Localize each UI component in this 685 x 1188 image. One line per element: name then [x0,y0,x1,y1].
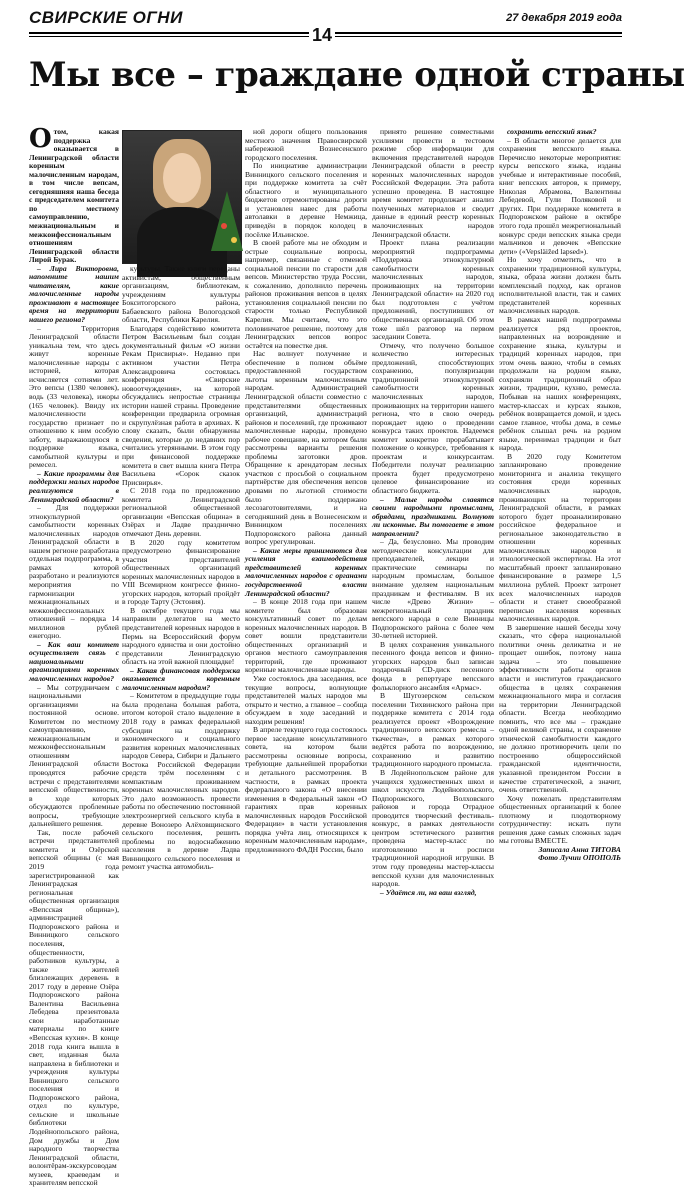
interview-question: – Лира Викторовна, напомните нашим читателям, какие малочисленные народы проживают в настоящее время на территории нашего региона? [29,263,119,325]
paragraph: В своей работе мы не обходим и острые социальные вопросы, например, связанные с отменой социальной пенсии по старости для вепсов. Министерство труда России, к сожалению, дополнило перечень районов проживания вепсов в целях установления социальной пенсии по старости только Республикой Карелия. Мы считаем, что это половинчатое решение, поэтому для Ленинградских вепсов вопрос остаётся на повестке дня. [245,238,367,350]
page-number: 14 [309,24,335,46]
paragraph: ной дороги общего пользования местного значения Правосвирской набережной Вознесенского городского поселения. [245,127,367,162]
interview-question: сохранить вепсский язык? [507,127,597,136]
byline: Записала Анна ТИТОВА [538,844,621,854]
paragraph: принято решение совместными усилиями провести в тестовом режиме сбор информации для включения представителей народов Ленинградской области в реестр коренных малочисленных народов Российской Федерации. Эта работа успешно проведена. В настоящее время комитет продолжает анализ полученных материалов и сводит данные в единый реестр коренных малочисленных народов Ленинградской области. [372,127,494,239]
paragraph: Но хочу отметить, что в сохранении традиционной культуры, языка, образа жизни должен быть комплексный подход, как органов исполнительной власти, так и самих представителей коренных малочисленных народов. [499,255,621,316]
paragraph: В 2020 году комитетом предусмотрено финансирование участия представителей общественных организаций коренных малочисленных народов в VIII Всемирном конгрессе финно-угорских народов, который пройдёт в городе Тарту (Эстония). [122,537,240,607]
paragraph: Хочу пожелать представителям общественных организаций к более плотному и плодотворному сотрудничеству: искать пути решения даже самых сложных задач мы готовы ВМЕСТЕ. [499,793,621,846]
article-column-1 [29,124,119,1188]
paragraph: культуры. Также книги переданы активистам, общественным организациям, библиотекам, учреждениям культуры Бокситогорского района, Бабаевского района Вологодской области, Республики Карелия. [122,264,240,325]
christmas-tree-icon [211,191,243,251]
paragraph: В 2020 году Комитетом запланировано проведение мониторинга и анализа текущего состояния среди коренных малочисленных народов, проживающих на территории Ленинградской области, в рамках которого будет проанализировано российское федеральное и региональное законодательство в отношении коренных малочисленных народов и этнологической экспертизы. На этот масштабный проект запланировано финансирование в размере 1,5 миллиона рублей. Проект затронет всех малочисленных народов области и станет своеобразной переписью населения коренных малочисленных народов. [499,451,621,624]
paragraph: – Да, безусловно. Мы проводим методические консультации для преподавателей, лекции и практические семинары по народным промыслам, большое внимание уделяем национальным праздникам и фестивалям. В их числе «Древо Жизни» – межрегиональный праздник вепсского народа в селе Винницы Подпорожского района с более чем 30-летней историей. [372,537,494,641]
paragraph: – В области многое делается для сохранения вепсского языка. Перечислю некоторые мероприятия: курсы вепсского языка, изданы учебные и интерактивные пособий, книг вепсских авторов, к примеру, Николая Абрамова, Валентины Лебедевой, Гули Поляковой и других. При поддержке комитета в Подпорожском районе в октябре этого года прошёл межрегиональный конкурс среди вепсских языка среди мальчиков и девочек «Вепсские дети» («Vepsläižed lapsed»). [499,135,621,256]
interview-question: – Как ваш комитет осуществляет связь с национальными организациями коренных малочисленных народов? [29,639,119,683]
lead-paragraph: том, какая поддержка оказывается в Ленинградской области коренным малочисленным народам, в том числе вепсам, сегодняшняя наша беседа с председателем комитета по местному самоуправлению, межнациональным и межконфессиональным отношениям Ленинградской области Лирой Бурак. [29,127,119,265]
paragraph: В Шугозерском сельском поселении Тихвинского района при поддержке комитета с 2014 года реализуется проект «Возрождение традиционного вепсского ремесла – ткачества», в рамках которого ведётся работа по возрождению, сохранению и развитию традиционного народного промысла. [372,691,494,769]
paragraph: Отмечу, что получено большое количество интересных предложений, способствующих сохранению, популяризации традиционной этнокультурной самобытности коренных малочисленных народов, проживающих на территории нашего региона, что в свою очередь порождает идею о проведении конкурса таких проектов. Надеемся комитет конкретно прорабатывает положение о конкурсе, требования к проектам и конкурсантам. Победители получат реализацию проекта будет предусмотрено целевое финансирование из областного бюджета. [372,340,494,495]
article-column-3 [245,128,367,870]
paragraph: Благодаря содействию комитета Петром Васильевым был создан документальный фильм «О жизни Рекам Присвирья». Недавно при активном участии Петра Александровича состоялась конференция «Свирские новоотчуждения», на которой обсуждались непростые страницы истории нашей страны. Проведение конференции предварила огромная и скрупулёзная работа в архивах. К слову сказать, были обнаружены сведения, которые до недавних пор считались утерянными. В этом году при финансовой поддержке комитета в свет вышла книга Петра Васильева «Сорок сказок Присвирья». [122,323,240,487]
dropcap: О [29,124,52,154]
paragraph: В рамках нашей подпрограммы реализуется ряд проектов, направленных на возрождение и сохранение языка, культуры и традиций коренных народов, при этом очень важно, чтобы в семьях продолжали на родном языке, сохраняли традиционный образ жизни, традиции, кухню, ремесла. Побывав на наших конференциях, мастер-классах и курсах языков, ребёнок возвращается домой, и здесь самое главное, чтобы дома, в семье ребёнок слышал речь на родном языке, перенимал традиции и быт народа. [499,315,621,453]
paragraph: Так, после рабочей встречи представителей комитета и Озёрской вепсской общины (с мая 2019 года зарегистрированной как Ленинградская региональная общественная организация «Вепсская община»), администрацией Подпорожского района и Винницкого сельского поселения, общественности, работников культуры, а также жителей близлежащих деревень в 2017 году в деревне Озёра Подпорожского района Валентина Васильевна Лебедева презентовала свои наработанные материалы по книге «Вепсская кухня». В конце 2018 года книга вышла в свет, изданная была направлена в библиотеки и учреждения культуры Винницкого сельского поселения и Подпорожского района, отдел по культуре, сельские и школьные библиотеки Лодейнопольского района, Дом дружбы и Дом народного творчества Ленинградской области, волонтёрам-экскурсоводам музеев, краеведам и хранителям вепсской [29,827,119,1188]
article-column-2 [122,265,240,870]
paragraph: – Комитетом в предыдущие годы была проделана большая работа, итогом которой стало выделение в 2018 году в рамках федеральной субсидии на поддержку экономического и социального развития коренных малочисленных народов Севера, Сибири и Дальнего Востока Российской Федерации средств трём поселениям с компактным проживанием коренных малочисленных народов. Это дало возможность провести работы по обеспечению постоянной электроэнергией сельского клуба в деревне Вонозеро Алёховщинского сельского поселения, решить проблемы по водоснабжению населения в деревне Ладва Винницкого сельского поселения и ремонт участка автомобиль- [122,691,240,872]
byline: Фото Лучии ОПОПОЛЬ [538,853,621,863]
issue-date: 27 декабря 2019 года [506,12,622,24]
interview-question: – Какая финансовая поддержка оказывается коренным малочисленным народам? [122,665,240,692]
interview-question: – Какие меры принимаются для усиления взаимодействия представителей коренных малочисленных народов с органами государственной власти Ленинградской области? [245,545,367,598]
paragraph: – Территория Ленинградской области уникальна тем, что здесь живут коренные малочисленные народы с историей, которая исчисляется сотнями лет. Это вепсы (1380 человек), водь (33 человека), ижоры (165 человек). Ввиду их малочисленности государство признает по отношению к ним особую заботу, выражающуюся в поддержке языка, самобытной культуры и ремесел. [29,323,119,470]
publication-name: СВИРСКИЕ ОГНИ [29,8,183,27]
paragraph: Проект плана реализации мероприятий подпрограммы «Поддержка этнокультурной самобытности коренных малочисленных народов, проживающих на территории Ленинградской области» на 2020 год был подготовлен с учётом предложений, поступивших от общественных организаций. Об этом тоже шёл разговор на первом заседании Совета. [372,238,494,342]
paragraph: В Лодейнопольском районе для учащихся художественных школ и школ искусств Лодейнопольского, Подпорожского, Волховского районов и города Отрадное проводится творческий фестиваль-конкурс, в рамках деятельности центром эстетического развития проведена мастер-класс по изготовлению и росписи традиционной народной игрушки. В этом году проведены мастер-классы вепсской кухни для малочисленных народов. [372,768,494,889]
paragraph: Нас волнует получение и обеспечение в полном объёме предоставленной государством льготы коренным малочисленным народам. Администрацией Ленинградской области совместно с представителями общественных организаций, администраций районов и поселений, где проживают малочисленные народы, проведено рабочее совещание, на котором были рассмотрены варианты решения проблемы заготовки дров. Обращение к арендаторам лесных участков с просьбой о социальном партнёрстве для обеспечения вепсов дровами по льготной стоимости было поддержано лесозаготовителями, и на сегодняшний день в Вознесенском и Винницком поселениях Подпорожского района данный вопрос урегулирован. [245,349,367,547]
paragraph: По инициативе администрации Винницкого сельского поселения и при поддержке комитета за счёт областного и муниципального бюджетов отремонтированы дороги и установлен навес для работы автолавки в деревне Немжица, приведён в порядок колодец в посёлке Ильинское. [245,161,367,239]
interview-question: – Удаётся ли, на ваш взгляд, [380,887,477,897]
paragraph: В апреле текущего года состоялось первое заседание консультативного совета, на котором были рассмотрены основные вопросы, требующие дальнейшей проработки и детального рассмотрения. В частности, в рамках проекта федерального закона «О внесении изменения в Федеральный закон «О гарантиях прав коренных малочисленных народов Российской Федерации» в части установления порядка учёта лиц, относящихся к коренным малочисленным народам», предложенного ФАДН России, было [245,725,367,854]
article-column-5 [499,128,621,870]
paragraph: В завершение нашей беседы хочу сказать, что сфера национальной политики очень деликатна и не прощает ошибок, поэтому наша задача – это повышение эффективности работы органов власти и институтов гражданского общества в целях сохранения межнационального мира и согласия на территории Ленинградской области. Всегда необходимо помнить, что все мы – граждане одной великой страны, и сохранение этнической самобытности каждого не должно противоречить цели по построению общероссийской гражданской идентичности, указанной президентом России в качестве стратегической, а значит, очень ответственной. [499,622,621,795]
interview-question: – Малые народы славятся своими народными промыслами, обрядами, праздниками. Волнуют ли исконные. Вы помогаете в этом направлении? [372,494,494,538]
paragraph: – Мы сотрудничаем с национальными организациями на постоянной основе. Комитетом по местному самоуправлению, межнациональным и межконфессиональным отношениям Ленинградской области проводятся рабочие встречи с представителями вепсской общественности, в ходе которых обсуждаются проблемные вопросы, требующие дальнейшего решения. [29,682,119,829]
paragraph: – Для поддержки этнокультурной самобытности коренных малочисленных народов Ленинградской области в нашем регионе разработана отдельная подпрограмма, в рамках которой разработано и реализуются мероприятия по гармонизации межнациональных и межконфессиональных отношений – порядка 14 миллионов рублей ежегодно. [29,503,119,641]
paragraph: В октябре текущего года мы направили делегатов на место представителей коренных народов в Пермь на Всероссийский форум народного единства и они достойно представили Ленинградскую область на этой важной площадке! [122,605,240,667]
paragraph: В целях сохранения уникального песенного фонда вепсов и финно-угорских народов был записан подарочный CD-диск песенного фонда в репертуаре вепсского фольклорного ансамбля «Армас». [372,639,494,692]
interview-question: – Какие программы для поддержки малых народов реализуются в Ленинградской области? [29,468,119,504]
paragraph: С 2018 года по предложению комитета Ленинградской региональной общественной организации «Вепсская община» в Озёрах и Ладве празднично отмечают День деревни. [122,486,240,538]
paragraph: Уже состоялось два заседания, все текущие вопросы, волнующие представителей малых народов мы открыто и честно, а главное – сообща обсуждаем в ходе заседаний и находим решения! [245,674,367,726]
portrait-photo [122,130,242,264]
article-column-4 [372,127,494,897]
article-headline: Мы все – граждане одной страны [29,55,685,95]
paragraph: – В конце 2018 года при нашем комитете был образован консультативный совет по делам коренных малочисленных народов. В совет вошли представители общественных организаций и органов местного самоуправления территорий, где проживают коренные малочисленные народы. [245,597,367,675]
